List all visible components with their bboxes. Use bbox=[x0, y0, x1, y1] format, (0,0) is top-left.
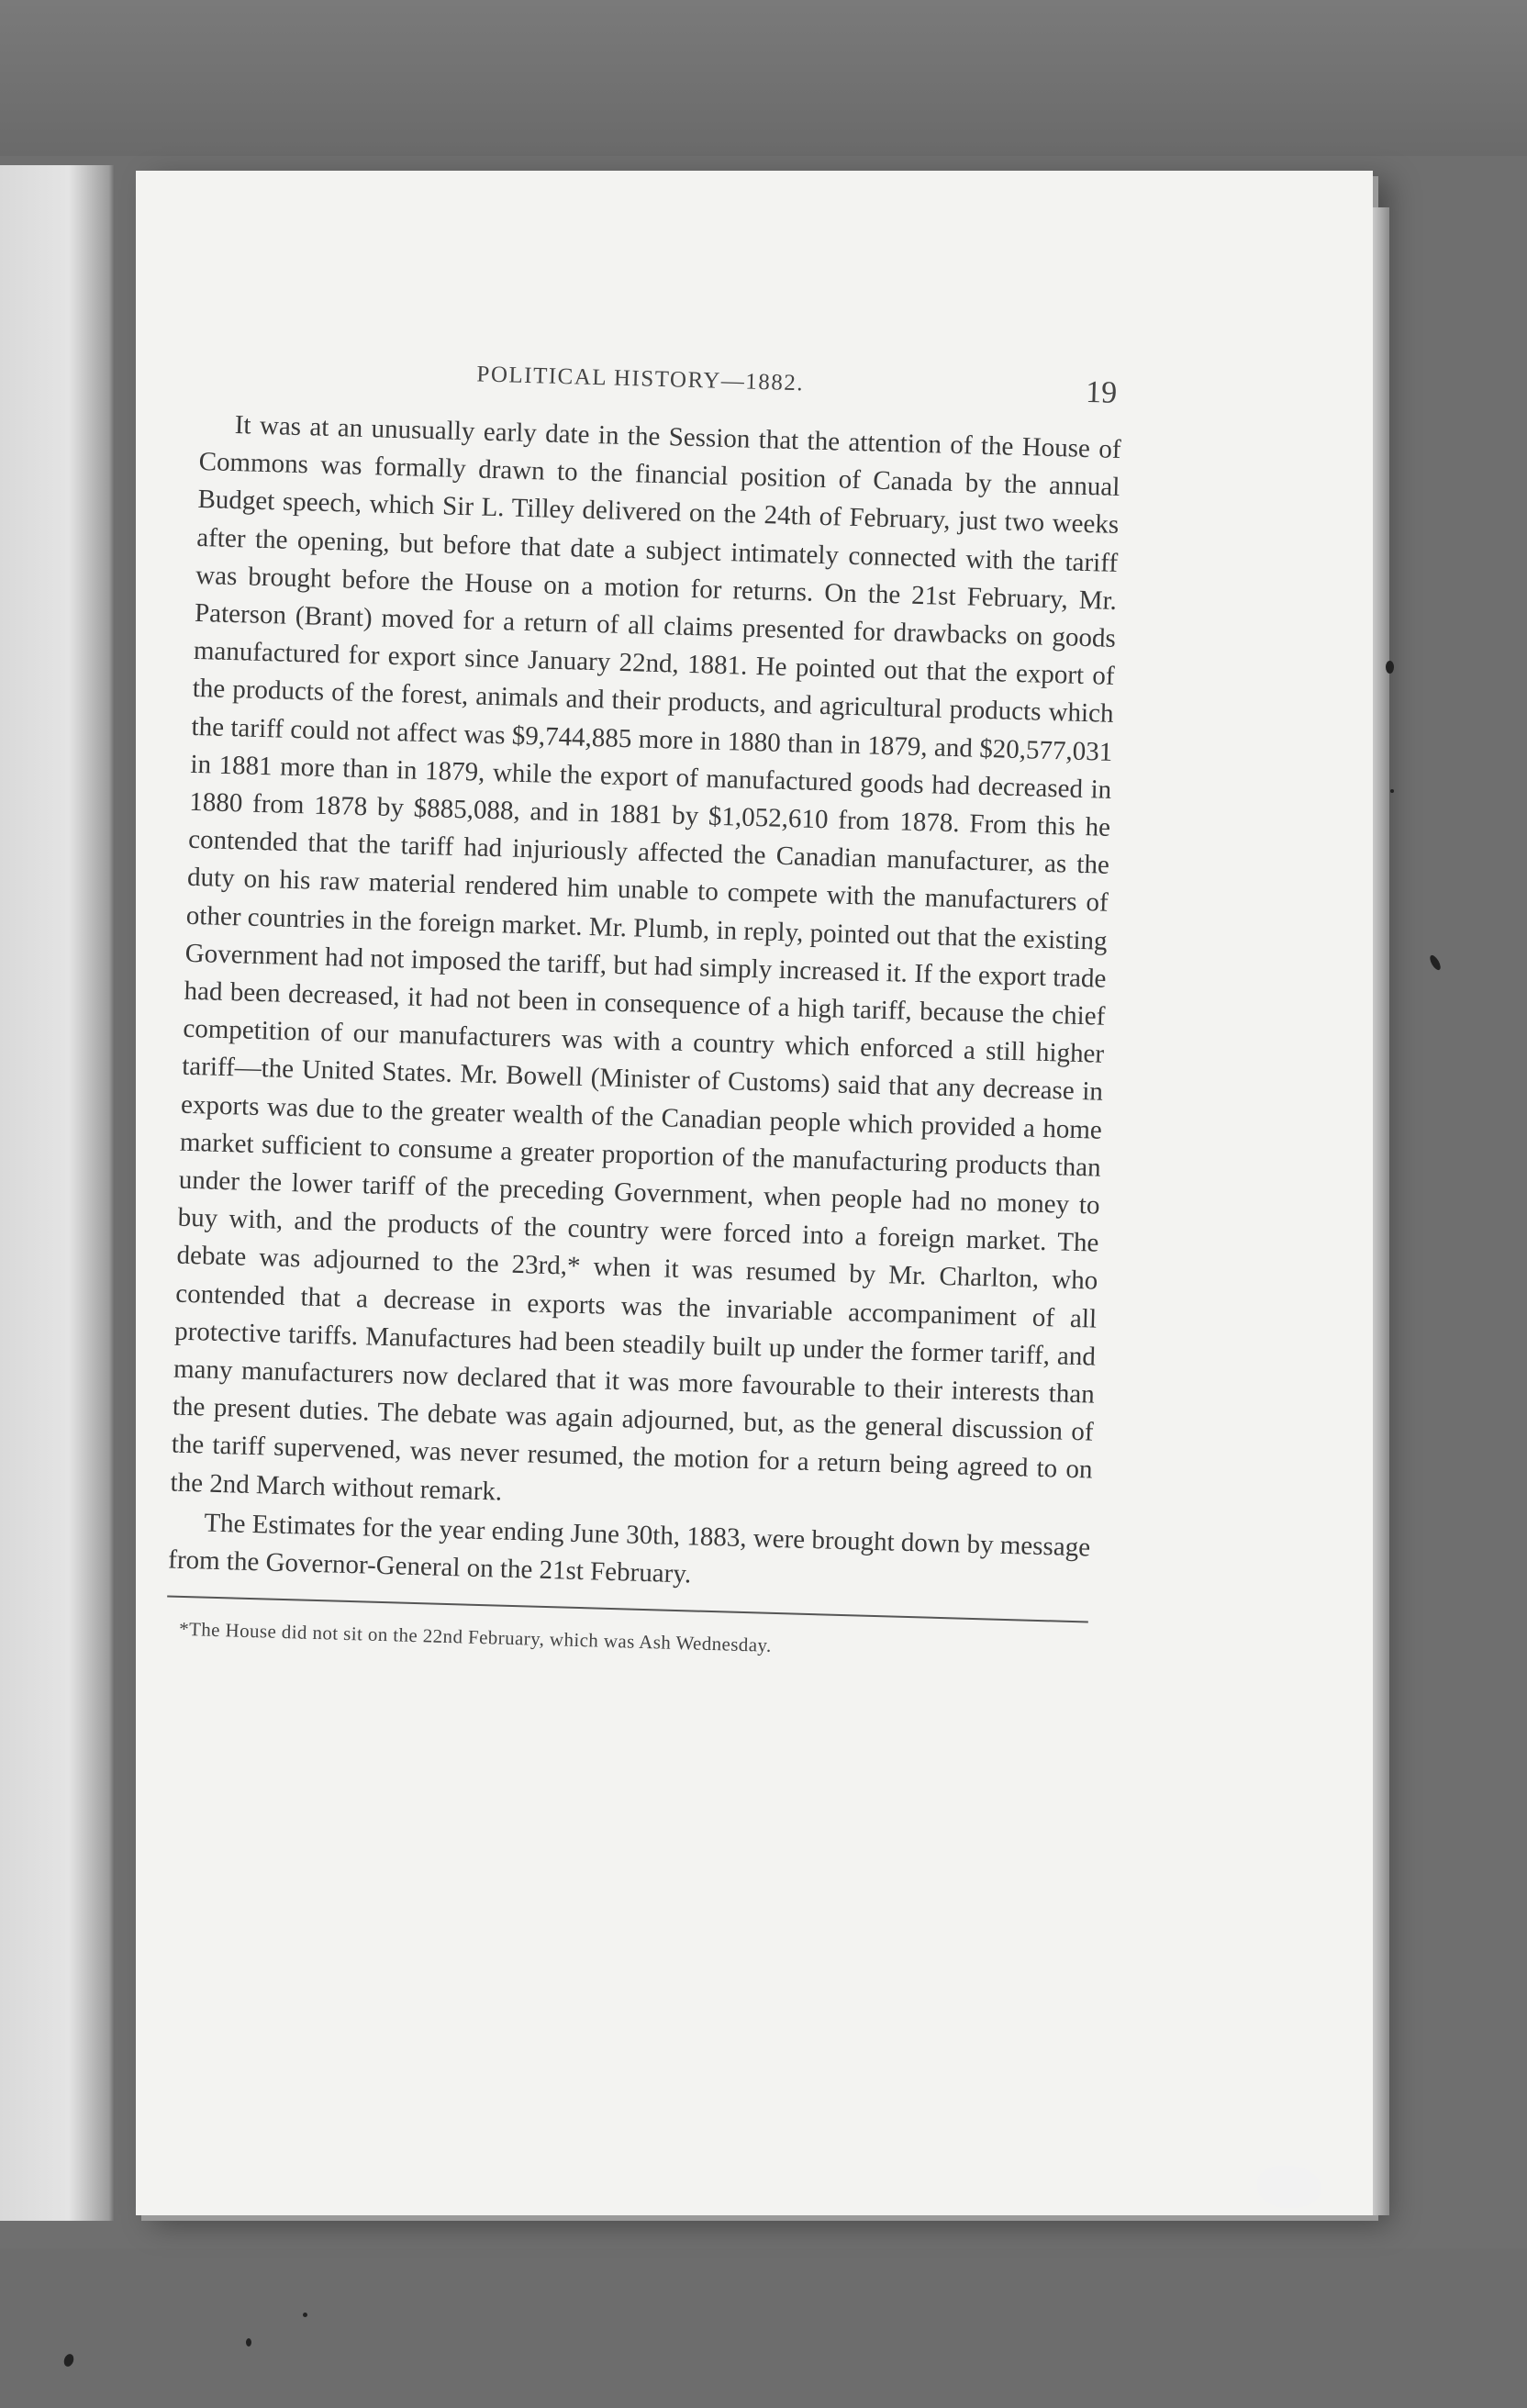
scan-background-top bbox=[0, 0, 1527, 156]
page-number: 19 bbox=[1085, 374, 1118, 410]
book-page bbox=[136, 171, 1373, 2215]
body-paragraph-1: It was at an unusually early date in the Session that the attention of the House of Commons was formally drawn to the financial position of Canada by the annual Budget speech, which Sir L. Tilley delivered on the 24th of February, just two weeks after the opening, but before that date a subject intimately connected with the tariff was brought before the House on a motion for returns. On the 21st February, Mr. Paterson (Brant) moved for a return of all claims presented for drawbacks on goods manufactured for export since January 22nd, 1881. He pointed out that the export of the products of the forest, animals and their products, and agricultural products which the tariff could not affect was $9,744,885 more in 1880 than in 1879, and $20,577,031 in 1881 more than in 1879, while the export of manufactured goods had decreased in 1880 from 1878 by $885,088, and in 1881 by $1,052,610 from 1878. From this he contended that the tariff had injuriously affected the Canadian manufacturer, as the duty on his raw material rendered him unable to compete with the manufacturers of other countries in the foreign market. Mr. Plumb, in reply, pointed out that the existing Government had not imposed the tariff, but had simply increased it. If the export trade had been decreased, it had not been in consequence of a high tariff, because the chief competition of our manufacturers was with a country which enforced a still higher tariff—the United States. Mr. Bowell (Minister of Customs) said that any decrease in exports was due to the greater wealth of the Canadian people which provided a home market sufficient to consume a greater proportion of the manufacturing products than under the lower tariff of the preceding Government, when people had no money to buy with, and the products of the country were forced into a foreign market. The debate was adjourned to the 23rd,* when it was resumed by Mr. Charlton, who contended that a decrease in exports was the invariable accompaniment of all protective tariffs. Manufactures had been steadily built up under the former tariff, and many manufacturers now declared that it was more favourable to their interests than the present duties. The debate was again adjourned, but, as the general discussion of the tariff supervened, was never resumed, the motion for a return being agreed to on the 2nd March without remark. bbox=[170, 410, 1121, 1507]
scan-speck bbox=[1390, 789, 1394, 793]
scan-speck bbox=[1386, 661, 1394, 674]
scan-background-bottom bbox=[0, 2248, 1527, 2408]
page-text-block bbox=[166, 354, 1123, 1667]
scan-speck bbox=[1428, 953, 1443, 972]
running-title: POLITICAL HISTORY—1882. bbox=[476, 362, 805, 396]
previous-page-edge bbox=[0, 165, 115, 2221]
scan-speck bbox=[246, 2338, 251, 2347]
body-paragraph-2: The Estimates for the year ending June 30th, 1883, were brought down by message from the Governor-General on the 21st February. bbox=[167, 1508, 1091, 1589]
scan-speck bbox=[303, 2313, 307, 2317]
footnote: *The House did not sit on the 22nd February, which was Ash Wednesday. bbox=[178, 1618, 773, 1657]
